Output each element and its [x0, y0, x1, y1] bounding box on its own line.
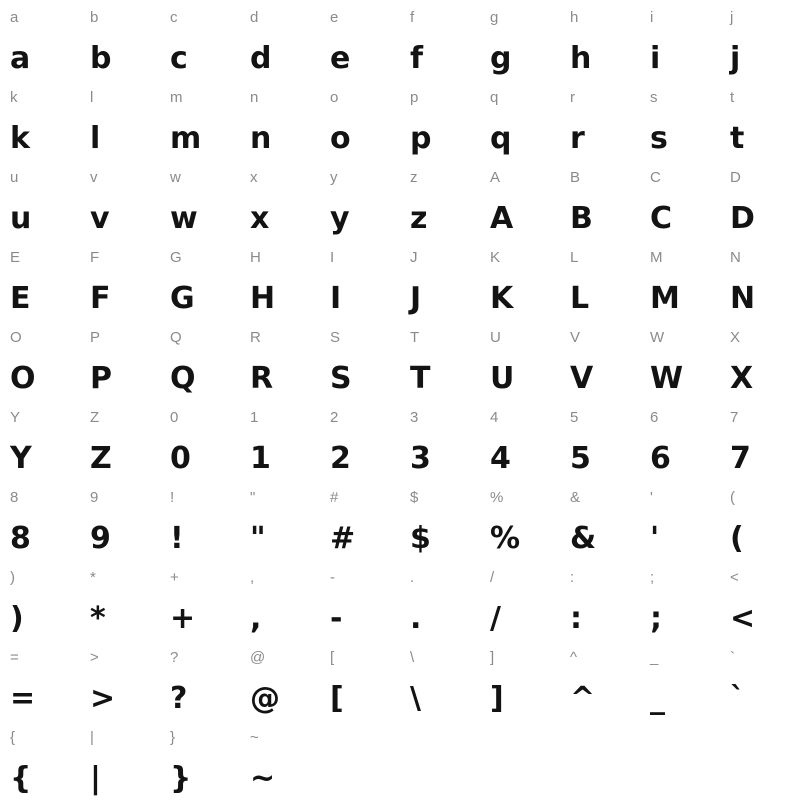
- character-glyph: _: [650, 681, 665, 716]
- character-label: }: [170, 729, 176, 746]
- character-label: U: [490, 329, 501, 346]
- character-label: S: [330, 329, 341, 346]
- character-cell: [160, 400, 240, 480]
- character-label: I: [330, 249, 335, 266]
- character-label: h: [570, 9, 579, 26]
- character-label: x: [250, 169, 258, 186]
- character-label: D: [730, 169, 741, 186]
- character-glyph: ': [650, 521, 659, 556]
- character-cell: [80, 400, 160, 480]
- character-label: +: [170, 569, 179, 586]
- character-glyph: &: [570, 521, 596, 556]
- character-glyph: a: [10, 41, 30, 76]
- character-label: t: [730, 89, 735, 106]
- character-glyph: 4: [490, 441, 511, 476]
- character-label: {: [10, 729, 16, 746]
- character-cell: [720, 480, 800, 560]
- character-cell: [240, 400, 320, 480]
- character-glyph: j: [730, 41, 740, 76]
- character-glyph: <: [730, 601, 755, 636]
- character-glyph: /: [490, 601, 501, 636]
- character-cell: [80, 560, 160, 640]
- character-label: [: [330, 649, 335, 666]
- character-label: d: [250, 9, 259, 26]
- character-glyph: ;: [650, 601, 662, 636]
- character-label: 5: [570, 409, 579, 426]
- character-cell: [720, 160, 800, 240]
- character-label: %: [490, 489, 504, 506]
- character-label: f: [410, 9, 415, 26]
- character-glyph: +: [170, 601, 195, 636]
- character-cell: [640, 160, 720, 240]
- character-label: `: [730, 649, 735, 666]
- character-cell: [640, 480, 720, 560]
- character-label: s: [650, 89, 658, 106]
- character-glyph: P: [90, 361, 112, 396]
- character-glyph: ): [10, 601, 24, 636]
- character-label: z: [410, 169, 418, 186]
- character-cell: [400, 320, 480, 400]
- character-glyph: H: [250, 281, 275, 316]
- character-cell: [640, 640, 720, 720]
- character-label: 2: [330, 409, 339, 426]
- character-glyph: J: [410, 281, 421, 316]
- character-label: |: [90, 729, 94, 746]
- character-label: N: [730, 249, 741, 266]
- character-cell: [160, 160, 240, 240]
- character-label: p: [410, 89, 419, 106]
- character-label: 4: [490, 409, 499, 426]
- character-cell: [320, 400, 400, 480]
- character-cell: [80, 160, 160, 240]
- character-label: -: [330, 569, 335, 586]
- character-label: g: [490, 9, 499, 26]
- character-glyph: Z: [90, 441, 112, 476]
- character-label: 6: [650, 409, 659, 426]
- character-glyph: b: [90, 41, 111, 76]
- character-label: >: [90, 649, 99, 666]
- character-glyph: \: [410, 681, 421, 716]
- character-glyph: >: [90, 681, 115, 716]
- character-cell: [720, 240, 800, 320]
- character-cell: [0, 320, 80, 400]
- character-label: <: [730, 569, 739, 586]
- character-glyph: i: [650, 41, 660, 76]
- character-glyph: -: [330, 601, 342, 636]
- character-label: 9: [90, 489, 99, 506]
- character-glyph: O: [10, 361, 36, 396]
- character-cell: [640, 320, 720, 400]
- character-cell: [480, 160, 560, 240]
- character-label: ;: [650, 569, 655, 586]
- character-label: F: [90, 249, 100, 266]
- character-cell: [240, 720, 320, 800]
- character-glyph: #: [330, 521, 355, 556]
- character-label: O: [10, 329, 22, 346]
- character-glyph: I: [330, 281, 341, 316]
- character-cell: [240, 160, 320, 240]
- character-label: 1: [250, 409, 259, 426]
- character-glyph: A: [490, 201, 513, 236]
- character-label: y: [330, 169, 338, 186]
- character-glyph: !: [170, 521, 184, 556]
- character-label: =: [10, 649, 19, 666]
- character-glyph: Y: [10, 441, 32, 476]
- character-label: ^: [570, 649, 578, 666]
- character-glyph: v: [90, 201, 110, 236]
- character-glyph: 0: [170, 441, 191, 476]
- character-glyph: f: [410, 41, 423, 76]
- character-cell: [560, 240, 640, 320]
- character-cell: [80, 240, 160, 320]
- character-label: W: [650, 329, 665, 346]
- character-cell: [320, 160, 400, 240]
- character-glyph: e: [330, 41, 350, 76]
- character-glyph: n: [250, 121, 271, 156]
- character-cell: [400, 80, 480, 160]
- character-label: i: [650, 9, 654, 26]
- character-cell: [80, 320, 160, 400]
- character-cell: [560, 320, 640, 400]
- character-cell: [80, 640, 160, 720]
- character-glyph: X: [730, 361, 753, 396]
- character-cell: [560, 80, 640, 160]
- character-cell: [720, 320, 800, 400]
- character-glyph: W: [650, 361, 683, 396]
- character-cell: [400, 560, 480, 640]
- character-label: j: [730, 9, 734, 26]
- character-glyph: 9: [90, 521, 111, 556]
- character-label: B: [570, 169, 581, 186]
- character-glyph: [: [330, 681, 344, 716]
- character-cell: [80, 80, 160, 160]
- character-label: ): [10, 569, 15, 586]
- character-cell: [400, 480, 480, 560]
- character-glyph: h: [570, 41, 591, 76]
- character-cell: [160, 480, 240, 560]
- character-cell: [240, 240, 320, 320]
- character-glyph: E: [10, 281, 30, 316]
- character-label: e: [330, 9, 339, 26]
- character-cell: [480, 560, 560, 640]
- character-glyph: m: [170, 121, 201, 156]
- character-label: /: [490, 569, 495, 586]
- character-cell: [560, 560, 640, 640]
- character-glyph: *: [90, 601, 106, 636]
- character-cell: [160, 720, 240, 800]
- character-label: ?: [170, 649, 179, 666]
- character-glyph: ?: [170, 681, 187, 716]
- character-label: L: [570, 249, 579, 266]
- character-cell: [80, 480, 160, 560]
- character-label: :: [570, 569, 575, 586]
- character-label: (: [730, 489, 735, 506]
- character-cell: [480, 400, 560, 480]
- character-cell: [320, 480, 400, 560]
- character-glyph: c: [170, 41, 188, 76]
- character-glyph: u: [10, 201, 31, 236]
- character-glyph: :: [570, 601, 582, 636]
- character-cell: [640, 400, 720, 480]
- character-glyph: U: [490, 361, 514, 396]
- character-cell: [320, 0, 400, 80]
- character-glyph: F: [90, 281, 110, 316]
- character-glyph: 1: [250, 441, 271, 476]
- character-label: !: [170, 489, 175, 506]
- character-cell: [560, 160, 640, 240]
- character-glyph: 6: [650, 441, 671, 476]
- character-cell: [400, 160, 480, 240]
- character-cell: [0, 240, 80, 320]
- character-glyph: t: [730, 121, 744, 156]
- character-label: \: [410, 649, 415, 666]
- character-cell: [480, 80, 560, 160]
- character-glyph: G: [170, 281, 195, 316]
- character-cell: [0, 160, 80, 240]
- character-glyph: ": [250, 521, 266, 556]
- character-glyph: l: [90, 121, 100, 156]
- character-glyph: d: [250, 41, 271, 76]
- character-glyph: 7: [730, 441, 751, 476]
- character-label: 7: [730, 409, 739, 426]
- character-label: v: [90, 169, 98, 186]
- character-glyph: T: [410, 361, 430, 396]
- character-label: E: [10, 249, 21, 266]
- character-glyph: K: [490, 281, 513, 316]
- character-label: T: [410, 329, 420, 346]
- character-cell: [0, 640, 80, 720]
- character-glyph: p: [410, 121, 431, 156]
- character-glyph: @: [250, 681, 280, 716]
- character-glyph: 8: [10, 521, 31, 556]
- character-glyph: C: [650, 201, 672, 236]
- character-cell: [560, 480, 640, 560]
- character-label: 3: [410, 409, 419, 426]
- character-label: R: [250, 329, 261, 346]
- character-label: a: [10, 9, 19, 26]
- character-cell: [720, 80, 800, 160]
- character-label: K: [490, 249, 501, 266]
- character-glyph: k: [10, 121, 30, 156]
- character-label: 8: [10, 489, 19, 506]
- character-cell: [160, 640, 240, 720]
- character-glyph: ~: [250, 761, 275, 796]
- character-cell: [720, 560, 800, 640]
- character-glyph: 2: [330, 441, 351, 476]
- character-label: V: [570, 329, 581, 346]
- character-label: o: [330, 89, 339, 106]
- character-glyph: ]: [490, 681, 504, 716]
- character-label: ": [250, 489, 256, 506]
- character-cell: [480, 0, 560, 80]
- character-glyph: q: [490, 121, 511, 156]
- character-label: u: [10, 169, 19, 186]
- character-cell: [80, 720, 160, 800]
- character-glyph: |: [90, 761, 101, 796]
- character-label: C: [650, 169, 661, 186]
- character-cell: [640, 560, 720, 640]
- character-glyph: {: [10, 761, 31, 796]
- character-glyph: V: [570, 361, 593, 396]
- character-label: l: [90, 89, 94, 106]
- character-label: &: [570, 489, 581, 506]
- character-cell: [240, 320, 320, 400]
- character-label: n: [250, 89, 259, 106]
- character-cell: [0, 560, 80, 640]
- character-glyph: R: [250, 361, 273, 396]
- character-label: .: [410, 569, 415, 586]
- character-cell: [480, 640, 560, 720]
- character-cell: [0, 480, 80, 560]
- character-cell: [480, 240, 560, 320]
- character-cell: [720, 0, 800, 80]
- character-glyph: s: [650, 121, 668, 156]
- character-glyph: M: [650, 281, 680, 316]
- character-cell: [0, 400, 80, 480]
- character-cell: [720, 400, 800, 480]
- character-label: ]: [490, 649, 495, 666]
- character-label: 0: [170, 409, 179, 426]
- character-glyph: ^: [570, 681, 595, 716]
- character-cell: [240, 560, 320, 640]
- character-glyph: Q: [170, 361, 196, 396]
- character-label: w: [170, 169, 181, 186]
- character-glyph: $: [410, 521, 431, 556]
- character-cell: [560, 400, 640, 480]
- character-label: $: [410, 489, 419, 506]
- character-cell: [320, 640, 400, 720]
- character-cell: [160, 0, 240, 80]
- character-cell: [240, 0, 320, 80]
- character-cell: [320, 560, 400, 640]
- character-label: P: [90, 329, 101, 346]
- character-glyph: w: [170, 201, 198, 236]
- character-glyph: 5: [570, 441, 591, 476]
- character-cell: [0, 80, 80, 160]
- character-cell: [480, 480, 560, 560]
- character-cell: [640, 0, 720, 80]
- character-cell: [320, 80, 400, 160]
- character-label: ': [650, 489, 653, 506]
- character-cell: [640, 240, 720, 320]
- character-label: _: [650, 649, 659, 666]
- character-glyph: %: [490, 521, 520, 556]
- character-glyph: L: [570, 281, 589, 316]
- character-cell: [0, 0, 80, 80]
- character-cell: [160, 560, 240, 640]
- character-glyph: x: [250, 201, 269, 236]
- character-label: J: [410, 249, 418, 266]
- character-cell: [240, 640, 320, 720]
- character-cell: [400, 0, 480, 80]
- character-glyph: B: [570, 201, 593, 236]
- character-glyph: .: [410, 601, 421, 636]
- character-glyph: 3: [410, 441, 431, 476]
- character-label: Z: [90, 409, 100, 426]
- character-label: H: [250, 249, 261, 266]
- character-cell: [320, 320, 400, 400]
- character-label: @: [250, 649, 266, 666]
- character-label: q: [490, 89, 499, 106]
- character-label: b: [90, 9, 99, 26]
- character-cell: [240, 80, 320, 160]
- character-label: #: [330, 489, 339, 506]
- character-label: Q: [170, 329, 182, 346]
- character-cell: [160, 80, 240, 160]
- character-cell: [640, 80, 720, 160]
- character-glyph: (: [730, 521, 744, 556]
- character-cell: [80, 0, 160, 80]
- character-glyph: S: [330, 361, 352, 396]
- character-cell: [320, 240, 400, 320]
- character-cell: [240, 480, 320, 560]
- character-label: r: [570, 89, 575, 106]
- character-cell: [0, 720, 80, 800]
- character-glyph: y: [330, 201, 350, 236]
- character-glyph: g: [490, 41, 511, 76]
- character-glyph: `: [730, 681, 745, 716]
- character-label: X: [730, 329, 741, 346]
- character-glyph: o: [330, 121, 351, 156]
- character-label: A: [490, 169, 501, 186]
- character-cell: [560, 0, 640, 80]
- character-label: Y: [10, 409, 21, 426]
- character-glyph: ,: [250, 601, 261, 636]
- character-cell: [400, 640, 480, 720]
- character-label: *: [90, 569, 96, 586]
- character-label: m: [170, 89, 183, 106]
- character-label: k: [10, 89, 18, 106]
- character-cell: [560, 640, 640, 720]
- character-glyph: N: [730, 281, 755, 316]
- character-label: M: [650, 249, 663, 266]
- character-cell: [160, 240, 240, 320]
- character-glyph: }: [170, 761, 191, 796]
- character-glyph: z: [410, 201, 427, 236]
- character-cell: [160, 320, 240, 400]
- character-cell: [480, 320, 560, 400]
- character-label: c: [170, 9, 178, 26]
- character-cell: [720, 640, 800, 720]
- character-label: G: [170, 249, 182, 266]
- character-glyph: r: [570, 121, 585, 156]
- character-label: ,: [250, 569, 255, 586]
- character-cell: [400, 240, 480, 320]
- character-label: ~: [250, 729, 259, 746]
- character-cell: [400, 400, 480, 480]
- character-glyph: =: [10, 681, 35, 716]
- character-glyph: D: [730, 201, 755, 236]
